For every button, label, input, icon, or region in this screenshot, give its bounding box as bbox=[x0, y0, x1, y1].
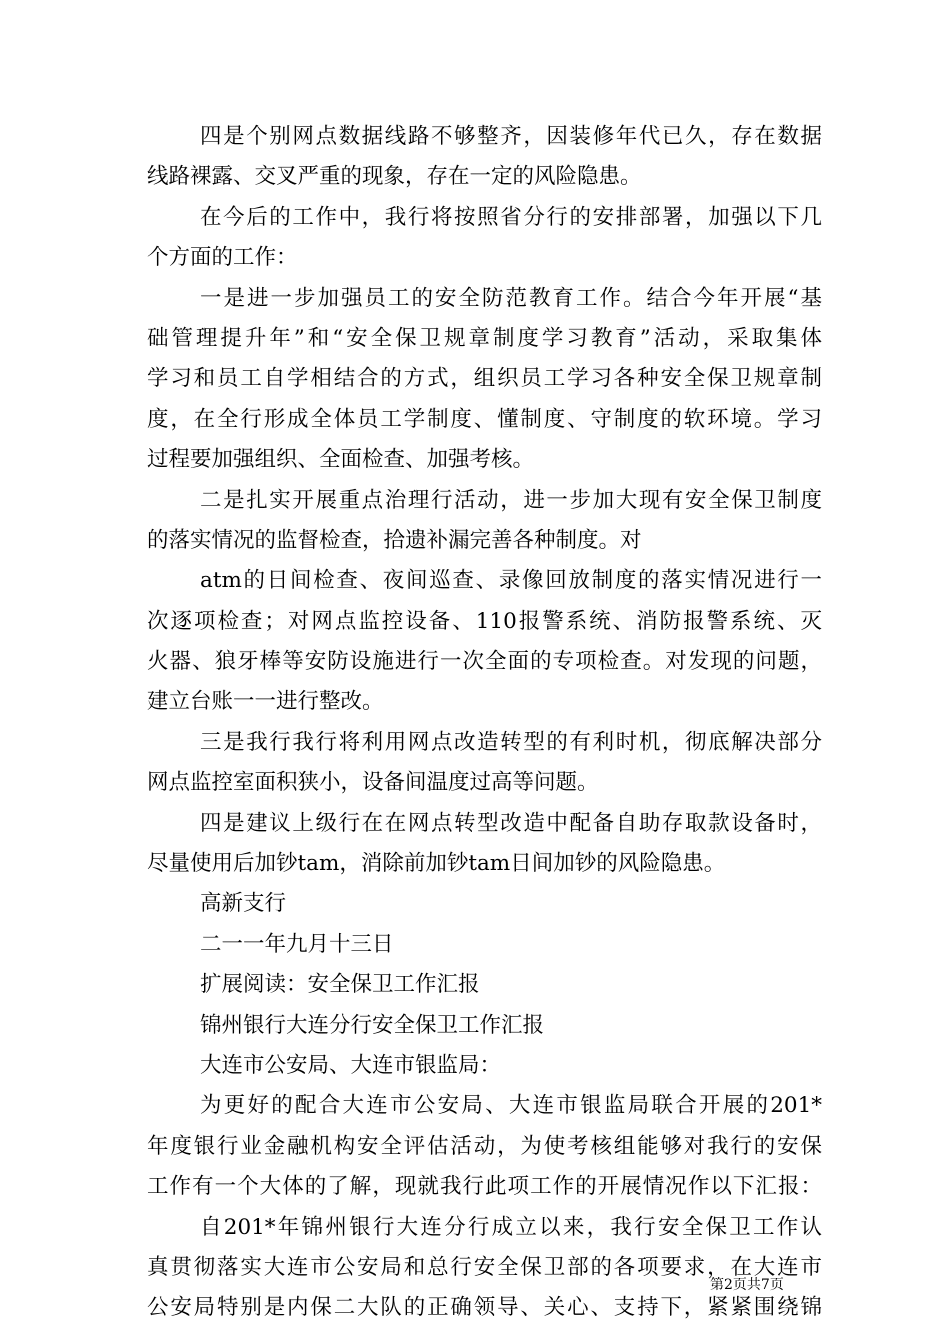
text-line: 次逐项检查；对网点监控设备、110报警系统、消防报警系统、灭 bbox=[147, 608, 822, 634]
report-title: 锦州银行大连分行安全保卫工作汇报 bbox=[200, 1012, 545, 1038]
text-line: 过程要加强组织、全面检查、加强考核。 bbox=[147, 447, 535, 473]
text-line: 础管理提升年”和“安全保卫规章制度学习教育”活动，采取集体 bbox=[147, 325, 822, 351]
text-line: 自201*年锦州银行大连分行成立以来，我行安全保卫工作认 bbox=[200, 1214, 822, 1240]
text-line: 真贯彻落实大连市公安局和总行安全保卫部的各项要求，在大连市 bbox=[147, 1254, 822, 1280]
signature-branch: 高新支行 bbox=[200, 891, 287, 917]
extended-reading-heading: 扩展阅读：安全保卫工作汇报 bbox=[200, 972, 480, 998]
text-line: 年度银行业金融机构安全评估活动，为使考核组能够对我行的安保 bbox=[147, 1133, 822, 1159]
text-line: 为更好的配合大连市公安局、大连市银监局联合开展的201* bbox=[200, 1093, 822, 1119]
text-line: 二是扎实开展重点治理行活动，进一步加大现有安全保卫制度 bbox=[200, 487, 822, 513]
page-number: 第2页共7页 bbox=[710, 1277, 784, 1293]
text-line: 四是个别网点数据线路不够整齐，因装修年代已久，存在数据 bbox=[200, 124, 822, 149]
text-line: 尽量使用后加钞tam，消除前加钞tam日间加钞的风险隐患。 bbox=[147, 851, 726, 877]
text-line: 学习和员工自学相结合的方式，组织员工学习各种安全保卫规章制 bbox=[147, 366, 822, 392]
text-line: atm的日间检查、夜间巡查、录像回放制度的落实情况进行一 bbox=[200, 568, 822, 594]
text-line: 个方面的工作： bbox=[147, 245, 298, 271]
signature-date: 二一一年九月十三日 bbox=[200, 931, 394, 957]
text-line: 在今后的工作中，我行将按照省分行的安排部署，加强以下几 bbox=[200, 204, 822, 230]
text-line: 度，在全行形成全体员工学制度、懂制度、守制度的软环境。学习 bbox=[147, 406, 822, 432]
text-line: 线路裸露、交叉严重的现象，存在一定的风险隐患。 bbox=[147, 164, 642, 190]
text-line: 建立台账一一进行整改。 bbox=[147, 689, 384, 715]
text-line: 的落实情况的监督检查，拾遗补漏完善各种制度。对 bbox=[147, 527, 642, 553]
text-line: 火器、狼牙棒等安防设施进行一次全面的专项检查。对发现的问题， bbox=[147, 649, 822, 675]
text-line: 四是建议上级行在在网点转型改造中配备自助存取款设备时， bbox=[200, 810, 822, 836]
text-line: 网点监控室面积狭小，设备间温度过高等问题。 bbox=[147, 770, 599, 796]
document-body bbox=[147, 117, 822, 1329]
text-line: 一是进一步加强员工的安全防范教育工作。结合今年开展“基 bbox=[200, 285, 822, 311]
text-line: 三是我行我行将利用网点改造转型的有利时机，彻底解决部分 bbox=[200, 729, 822, 755]
report-addressee: 大连市公安局、大连市银监局： bbox=[200, 1052, 502, 1078]
text-line: 公安局特别是内保二大队的正确领导、关心、支持下，紧紧围绕锦 bbox=[147, 1295, 822, 1321]
text-line: 工作有一个大体的了解，现就我行此项工作的开展情况作以下汇报： bbox=[147, 1174, 822, 1200]
